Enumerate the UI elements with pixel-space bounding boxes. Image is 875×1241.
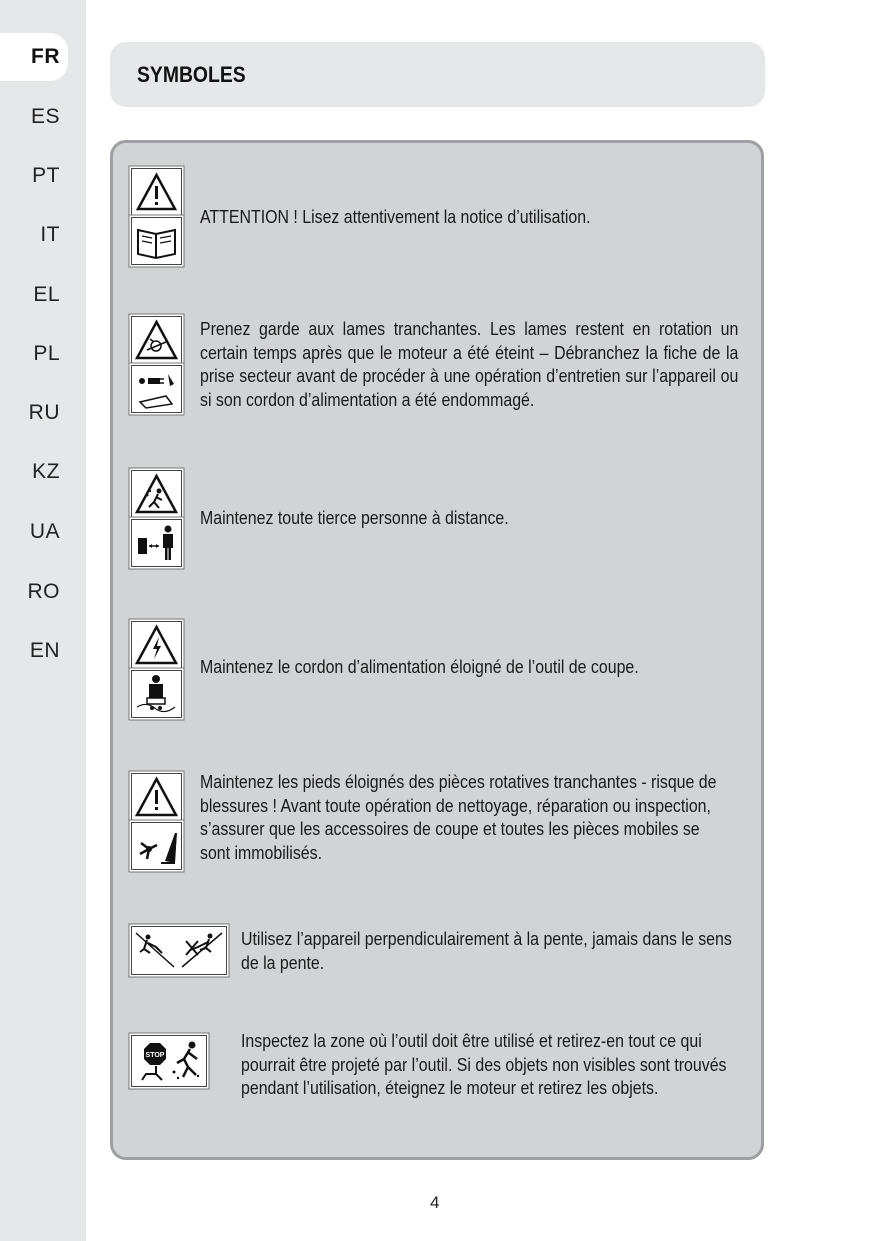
symbol-text-4: Maintenez le cordon d’alimentation éloigné de l’outil de coupe.	[200, 656, 639, 677]
read-manual-icon	[131, 217, 182, 265]
lang-tab-ua[interactable]: UA	[29, 520, 60, 543]
electric-hazard-icon	[131, 621, 182, 669]
symbol-text-5: Maintenez les pieds éloignés des pièces rotatives tranchantes - risque de blessures ! Avant toute opération de nettoyage, réparation ou inspection, s’assurer que les accessoires de coupe et toutes les pièces mobiles se sont immobilisés.	[200, 771, 717, 863]
lang-tab-kz[interactable]: KZ	[32, 460, 60, 483]
page-number: 4	[430, 1193, 440, 1212]
lang-tab-pt[interactable]: PT	[32, 164, 60, 187]
stop-inspect-area-icon	[131, 1035, 207, 1087]
warning-triangle-icon	[131, 168, 182, 216]
lang-tab-ru[interactable]: RU	[28, 401, 60, 424]
lang-tab-es[interactable]: ES	[30, 105, 60, 128]
svg-text:STOP: STOP	[145, 1052, 165, 1059]
blade-warning-icon	[131, 316, 182, 364]
symbol-text-2: Prenez garde aux lames tranchantes. Les lames restent en rotation un certain temps après que le moteur a été éteint – Débranchez la fiche de la prise secteur avant de procéder à une opération d’entretien sur l’appareil ou si son cordon d’alimentation a été endommagé.	[200, 318, 739, 410]
power-cord-operator-icon	[131, 670, 182, 718]
lang-tab-ro[interactable]: RO	[27, 580, 60, 603]
symbol-text-3: Maintenez toute tierce personne à distance.	[200, 507, 509, 528]
lang-tab-en[interactable]: EN	[29, 639, 60, 662]
lang-tab-el[interactable]: EL	[33, 283, 60, 306]
lang-tab-pl[interactable]: PL	[33, 342, 60, 365]
thrown-objects-warning-icon	[131, 470, 182, 518]
symbol-text-7: Inspectez la zone où l’outil doit être utilisé et retirez-en tout ce qui pourrait être projeté par l’outil. Si des objets non visibles sont trouvés pendant l’utilisation, éteignez le moteur et retirez les objets.	[241, 1030, 727, 1098]
lang-tab-fr[interactable]: FR	[0, 33, 68, 81]
rotating-blade-feet-icon	[131, 822, 182, 870]
caution-exclamation-icon	[131, 773, 182, 821]
symbols-panel	[110, 140, 764, 1160]
unplug-before-maintenance-icon	[131, 365, 182, 413]
language-sidebar	[0, 0, 86, 1241]
page-title: SYMBOLES	[137, 62, 246, 87]
keep-distance-icon	[131, 519, 182, 567]
lang-tab-it[interactable]: IT	[40, 223, 60, 246]
symbol-text-6: Utilisez l’appareil perpendiculairement à la pente, jamais dans le sens de la pente.	[241, 928, 732, 973]
symbol-text-1: ATTENTION ! Lisez attentivement la notice d’utilisation.	[200, 206, 591, 227]
section-header	[110, 42, 765, 107]
slope-usage-icon	[131, 926, 227, 975]
